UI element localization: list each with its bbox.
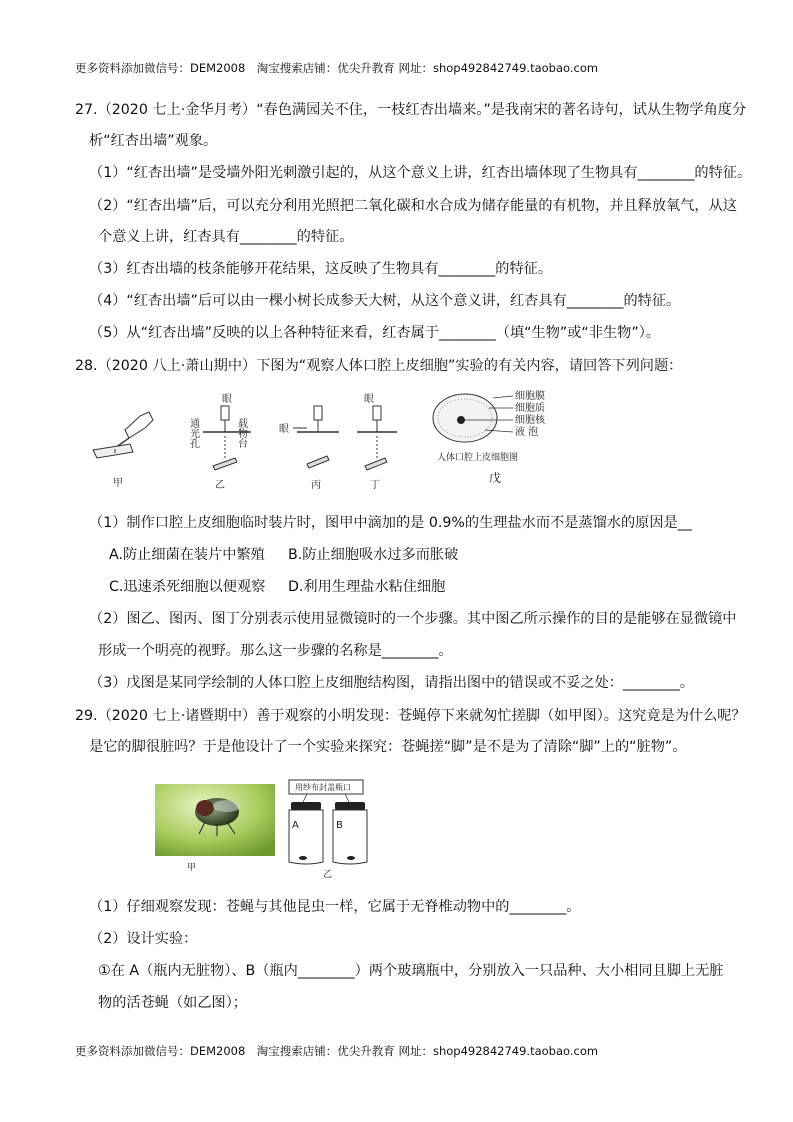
q27-part4: （4）“红杏出墙”后可以由一棵小树长成参天大树，从这个意义讲，红杏具有________的特征。 [89, 293, 681, 309]
figure-jia-dropper [93, 412, 153, 458]
jar-b-label: B [336, 820, 343, 831]
figure-wu-cell [433, 394, 513, 442]
q29-part3-line1: ①在 A（瓶内无脏物）、B（瓶内________）两个玻璃瓶中，分别放入一只品种、大小相同且脚上无脏 [98, 963, 724, 979]
figure-label-ding: 丁 [370, 480, 380, 491]
q27-stem-line2: 析“红杏出墙”观象。 [89, 133, 218, 149]
cell-part-cytoplasm: 细胞质 [515, 403, 545, 414]
q28-option-d: D.利用生理盐水粘住细胞 [288, 579, 446, 595]
q29-stem-line1: 29.（2020 七上·诸暨期中）善于观察的小明发现：苍蝇停下来就匆忙搓脚（如甲图）。这究竟是为什么呢？ [75, 708, 746, 724]
cell-part-nucleus: 细胞核 [515, 415, 545, 426]
cell-part-vacuole: 液 泡 [515, 427, 539, 438]
q28-part2-line2: 形成一个明亮的视野。那么这一步骤的名称是________。 [98, 643, 453, 659]
jar-figure [289, 780, 367, 864]
figure-ding-microscope [357, 406, 397, 470]
q28-part2-line1: （2）图乙、图丙、图丁分别表示使用显微镜时的一个步骤。其中图乙所示操作的目的是能够在显微镜中 [89, 611, 737, 627]
q27-part1: （1）“红杏出墙”是受墙外阳光刺激引起的，从这个意义上讲，红杏出墙体现了生物具有________的特征。 [89, 165, 752, 181]
q28-option-a: A.防止细菌在装片中繁殖 [109, 547, 265, 563]
q28-part1: （1）制作口腔上皮细胞临时装片时，图甲中滴加的是 0.9%的生理盐水而不是蒸馏水的原因是__ [89, 515, 692, 531]
page-header: 更多资料添加微信号：DEM2008 淘宝搜索店铺：优尖升教育 网址：shop492842749.taobao.com [75, 61, 599, 75]
fly-figure-label-jia: 甲 [187, 863, 197, 873]
figure-label-jia: 甲 [113, 478, 123, 489]
cell-part-membrane: 细胞膜 [515, 391, 545, 402]
fly-photo [155, 784, 275, 856]
q27-part3: （3）红杏出墙的枝条能够开花结果，这反映了生物具有________的特征。 [89, 261, 553, 277]
q28-option-b: B.防止细胞吸水过多而胀破 [288, 547, 459, 563]
jar-a-label: A [292, 820, 299, 831]
fly-figure-label-yi: 乙 [323, 870, 333, 880]
cell-caption: 人体口腔上皮细胞图 [437, 453, 519, 463]
jar-cover-label: 用纱布封盖瓶口 [295, 783, 351, 792]
q27-part5: （5）从“红杏出墙”反映的以上各种特征来看，红杏属于________（填“生物”或“非生物”）。 [89, 325, 660, 341]
figure-yi-eye: 眼 [222, 394, 232, 405]
figure-ding-eye: 眼 [364, 394, 374, 405]
microscope-figure [85, 388, 555, 500]
q29-stem-line2: 是它的脚很脏吗？于是他设计了一个实验来探究：苍蝇搓“脚”是不是为了清除“脚”上的“脏物”。 [89, 739, 687, 755]
fly-figure [155, 778, 385, 880]
figure-yi-hole: 通光孔 [187, 418, 199, 448]
figure-label-bing: 丙 [311, 480, 321, 491]
q29-part2: （2）设计实验： [89, 931, 198, 947]
q29-part3-line2: 物的活苍蝇（如乙图）； [98, 995, 247, 1011]
q28-stem: 28.（2020 八上·萧山期中）下图为“观察人体口腔上皮细胞”实验的有关内容，请回答下列问题： [75, 358, 683, 374]
q27-stem-line1: 27.（2020 七上·金华月考）“春色满园关不住，一枝红杏出墙来。”是我南宋的著名诗句，试从生物学角度分 [75, 102, 747, 118]
page-footer: 更多资料添加微信号：DEM2008 淘宝搜索店铺：优尖升教育 网址：shop492842749.taobao.com [75, 1044, 599, 1058]
q28-part3: （3）戊图是某同学绘制的人体口腔上皮细胞结构图，请指出图中的错误或不妥之处：________。 [89, 675, 694, 691]
figure-label-yi: 乙 [215, 480, 225, 491]
figure-bing-microscope [293, 406, 339, 468]
q29-part1: （1）仔细观察发现：苍蝇与其他昆虫一样，它属于无脊椎动物中的________。 [89, 899, 581, 915]
figure-label-wu: 戊 [489, 471, 502, 485]
figure-yi-stage: 载物台 [235, 418, 247, 448]
q27-part2-line1: （2）“红杏出墙”后，可以充分利用光照把二氧化碳和水合成为储存能量的有机物，并且释放氧气，从这 [89, 198, 737, 214]
figure-bing-eye: 眼 [279, 424, 289, 435]
q28-option-c: C.迅速杀死细胞以便观察 [109, 579, 266, 595]
q27-part2-line2: 个意义上讲，红杏具有________的特征。 [98, 229, 354, 245]
